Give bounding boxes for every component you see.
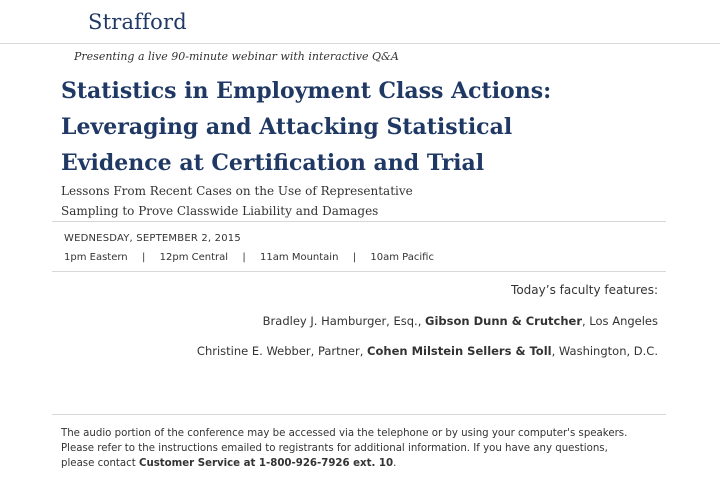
speaker-1-firm: Gibson Dunn & Crutcher bbox=[425, 314, 582, 328]
audio-line-3 bbox=[61, 456, 681, 471]
footer-divider bbox=[52, 414, 666, 415]
faculty-heading: Today’s faculty features: bbox=[511, 283, 658, 297]
time-separator: | bbox=[141, 252, 146, 263]
contact-suffix: . bbox=[393, 458, 397, 469]
subtitle-line-2: Sampling to Prove Classwide Liability and Damages bbox=[61, 204, 379, 218]
subtitle-line-1: Lessons From Recent Cases on the Use of Representative bbox=[61, 184, 413, 198]
strafford-logo: Strafford bbox=[88, 10, 187, 34]
title-line-1: Statistics in Employment Class Actions: bbox=[61, 78, 552, 104]
speaker-1 bbox=[263, 314, 658, 328]
customer-service-contact: Customer Service at 1-800-926-7926 ext. 10 bbox=[138, 458, 394, 469]
title-line-3: Evidence at Certification and Trial bbox=[61, 150, 485, 176]
time-central: 12pm Central bbox=[159, 252, 229, 263]
audio-instructions bbox=[61, 426, 681, 471]
schedule-divider bbox=[52, 271, 666, 272]
contact-prefix: please contact bbox=[61, 458, 139, 469]
webinar-date: WEDNESDAY, SEPTEMBER 2, 2015 bbox=[64, 233, 241, 244]
time-mountain: 11am Mountain bbox=[260, 252, 339, 263]
title-line-2: Leveraging and Attacking Statistical bbox=[61, 114, 513, 140]
webinar-tagline: Presenting a live 90-minute webinar with interactive Q&A bbox=[74, 50, 399, 63]
page-subtitle bbox=[61, 181, 413, 221]
time-separator: | bbox=[352, 252, 357, 263]
page-title bbox=[61, 73, 551, 181]
time-eastern: 1pm Eastern bbox=[64, 252, 128, 263]
speaker-2 bbox=[197, 344, 658, 358]
audio-line-2: Please refer to the instructions emailed to registrants for additional information. If you have any questions, bbox=[61, 443, 608, 454]
webinar-times bbox=[64, 252, 434, 263]
speaker-1-name: Bradley J. Hamburger, Esq., bbox=[262, 314, 426, 328]
speaker-1-location: , Los Angeles bbox=[582, 314, 658, 328]
header-divider bbox=[0, 43, 720, 44]
audio-line-1: The audio portion of the conference may be accessed via the telephone or by using your computer's speakers. bbox=[61, 428, 628, 439]
speaker-2-location: , Washington, D.C. bbox=[551, 344, 658, 358]
subtitle-divider bbox=[52, 221, 666, 222]
time-separator: | bbox=[242, 252, 246, 263]
time-pacific: 10am Pacific bbox=[370, 252, 434, 263]
speaker-2-name: Christine E. Webber, Partner, bbox=[196, 344, 368, 358]
speaker-2-firm: Cohen Milstein Sellers & Toll bbox=[367, 344, 552, 358]
